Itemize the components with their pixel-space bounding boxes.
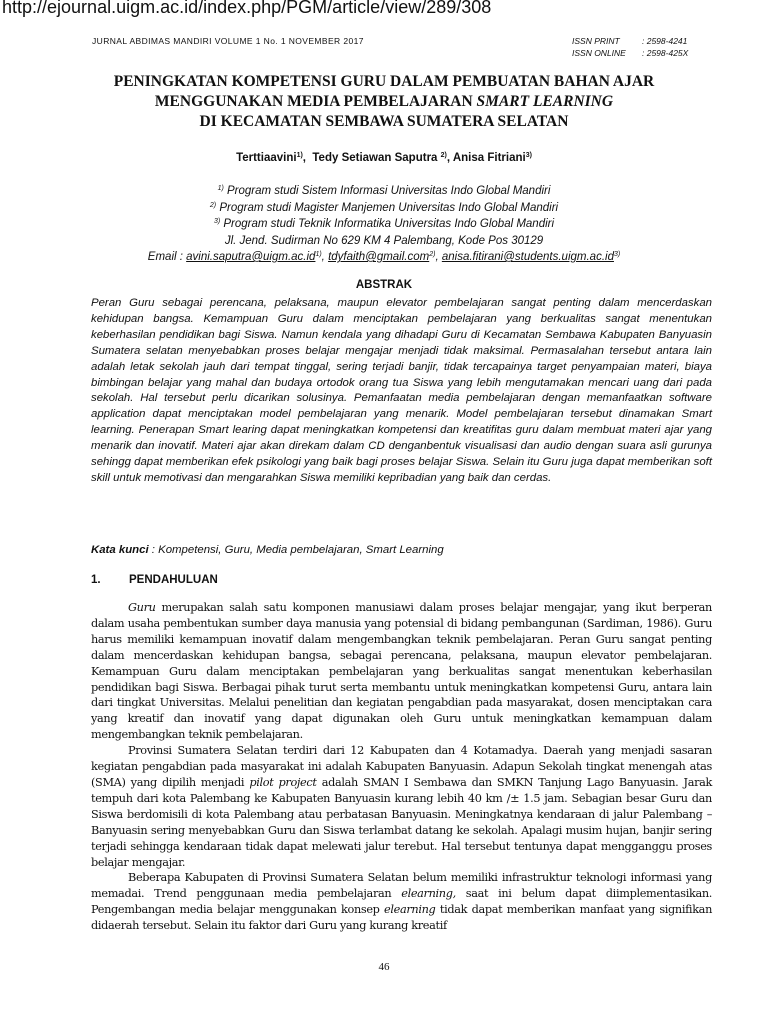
abstract-heading: ABSTRAK <box>355 279 413 291</box>
paragraph-1 <box>91 600 712 743</box>
affiliation-text: Program studi Teknik Informatika Universitas Indo Global Mandiri <box>220 218 555 230</box>
paragraph-3 <box>91 870 712 934</box>
keywords-text: : Kompetensi, Guru, Media pembelajaran, Smart Learning <box>148 544 444 556</box>
p1-italic: Guru <box>128 601 156 614</box>
issn-print-value: : 2598-4241 <box>642 36 688 46</box>
affiliation-line <box>60 183 708 200</box>
p3-text-c: tidak dapat memberikan manfaat yang signifikan didaerah tersebut. Selain itu faktor dari Guru yang kurang kreatif <box>91 903 712 933</box>
author-sup: 1) <box>296 152 303 159</box>
p1-text: merupakan salah satu komponen manusiawi dalam proses belajar mengajar, yang ikut berperan dalam usaha pembentukan sumber daya manusia yang potensial di bidang pembangunan (Sardiman, 1986). Guru harus memiliki kemampuan inovatif dalam mengembangkan teknik pembelajaran. Peran Guru sangat penting dalam mencerdaskan kehidupan bangsa, sebagai perencana, pelaksana, maupun elevator pembelajaran. Kemampuan Guru dalam menciptakan pembelajaran yang berkualitas sangat menentukan keberhasilan pendidikan bagi Siswa. Berbagai pihak turut serta membantu untuk meningkatkan kompetensi Guru, antara lain dari tingkat Universitas. Melalui penelitian dan kegiatan pengabdian pada masyarakat, dosen menciptakan cara yang kreatif dan inovatif yang dapat digunakan oleh Guru untuk meningkatkan kemampuan dalam mengembangkan teknik pembelajaran. <box>91 601 712 742</box>
address: Jl. Jend. Sudirman No 629 KM 4 Palembang, Kode Pos 30129 <box>224 234 544 247</box>
title-line-2 <box>60 92 708 112</box>
email-link-3[interactable]: anisa.fitirani@students.uigm.ac.id <box>441 251 614 263</box>
affiliation-line <box>60 200 708 217</box>
email-label: Email : <box>147 251 187 263</box>
author-name: Anisa Fitriani <box>452 152 526 164</box>
paper-title <box>60 72 708 132</box>
issn-print-label: ISSN PRINT <box>572 36 620 46</box>
affiliations <box>60 183 708 266</box>
paragraph-2 <box>91 743 712 870</box>
affiliation-line <box>60 216 708 233</box>
p2-text-a: Provinsi Sumatera Selatan terdiri dari 12 Kabupaten dan 4 Kotamadya. Daerah yang menjadi sasaran kegiatan pengabdian pada masyarakat ini adalah Kabupaten Banyuasin. Adapun Sekolah tingkat menengah atas (SMA) yang dipilih menjadi <box>91 744 712 789</box>
url-bar-text: http://ejournal.uigm.ac.id/index.php/PGM/article/view/289/308 <box>2 0 492 17</box>
author-sup: 3) <box>525 152 532 159</box>
email-link-1[interactable]: avini.saputra@uigm.ac.id <box>186 251 316 263</box>
section-number: 1. <box>91 574 101 586</box>
author-name: Tedy Setiawan Saputra <box>312 152 438 164</box>
body-text <box>91 600 712 934</box>
affiliation-text: Program studi Sistem Informasi Universitas Indo Global Mandiri <box>223 185 551 197</box>
journal-header: JURNAL ABDIMAS MANDIRI VOLUME 1 No. 1 NOVEMBER 2017 <box>92 36 364 46</box>
issn-online-value: : 2598-425X <box>642 48 689 58</box>
title-line-1: PENINGKATAN KOMPETENSI GURU DALAM PEMBUATAN BAHAN AJAR <box>113 73 655 90</box>
p3-text-b: saat ini belum dapat diimplementasikan. Pengembangan media belajar menggunakan konsep <box>91 887 713 917</box>
section-heading <box>91 574 218 586</box>
issn-block <box>572 35 688 59</box>
p3-text-a: Beberapa Kabupaten di Provinsi Sumatera Selatan belum memiliki infrastruktur teknologi informasi yang memadai. Trend penggunaan media pembelajaran <box>91 871 712 901</box>
affiliation-sup: 3) <box>213 218 221 225</box>
title-line-3: DI KECAMATAN SEMBAWA SUMATERA SELATAN <box>199 113 569 130</box>
author-list: Terttiaavini$^{1)}$, Tedy Setiawan Saputra $^{2)}$, Anisa Fitriani$^{3)}$ <box>236 152 532 164</box>
keywords-label: Kata kunci <box>91 544 149 556</box>
email-line: Email : $avini.saputra@uigm.ac.id^{1)}$, tdyfaith@gmail.com$^{2)}$, $anisa.fitirani@students.uigm.ac.id^{3)}$ <box>147 251 621 263</box>
p2-text-b: adalah SMAN I Sembawa dan SMKN Tanjung Lago Banyuasin. Jarak tempuh dari kota Palembang ke Kabupaten Banyuasin kurang lebih 40 km /± 1.5 jam. Sebagian besar Guru dan Siswa berdomisili di kota Palembang atau perbatasan Banyuasin. Meningkatnya kendaraan di jalur Palembang – Banyuasin sering menyebabkan Guru dan Siswa terlambat datang ke sekolah. Apalagi musim hujan, banjir sering terjadi sehingga kendaraan tidak dapat melewati jalur terebut. Hal tersebut tentunya dapat mengganggu proses belajar mengajar. <box>91 775 713 869</box>
p3-italic-2: elearning <box>384 903 436 917</box>
author-sup: 2) <box>440 152 447 159</box>
keywords <box>91 544 712 556</box>
email-sup: 3) <box>613 251 621 258</box>
email-sup: 2) <box>429 251 436 258</box>
email-link-2[interactable]: tdyfaith@gmail.com <box>328 251 430 263</box>
email-sup: 1) <box>315 251 322 258</box>
affiliation-sup: 2) <box>209 201 217 209</box>
affiliation-sup: 1) <box>217 185 224 192</box>
page-number: 46 <box>378 961 390 973</box>
issn-online-label: ISSN ONLINE <box>572 48 626 58</box>
author-name: Terttiaavini <box>236 152 297 164</box>
p2-italic: pilot project <box>249 775 317 789</box>
title-line-2-text: MENGGUNAKAN MEDIA PEMBELAJARAN <box>154 93 477 110</box>
title-line-2-italic: SMART LEARNING <box>476 93 614 110</box>
p3-italic-1: elearning, <box>401 887 456 901</box>
abstract-text: Peran Guru sebagai perencana, pelaksana, maupun elevator pembelajaran sangat penting dalam mencerdaskan kehidupan bangsa. Kemampuan Guru dalam menciptakan pembelajaran yang berkualitas sangat menentukan keberhasilan pendidikan bagi Siswa. Namun kendala yang dihadapi Guru di Kecamatan Sembawa Kabupaten Banyuasin Sumatera selatan menyebabkan proses belajar mengajar menjadi tidak maksimal. Permasalahan tersebut antara lain adalah letak sekolah jauh dari tempat tinggal, sering terjadi banjir, tidak tercapainya target penyampaian materi, biaya bimbingan belajar yang mahal dan budaya ortodok orang tua Siswa yang lebih mengutamakan mencari uang dari pada sekolah. Hal tersebut perlu dicarikan solusinya. Pemanfaatan media pembelajaran dengan memanfaatkan software application dapat menciptakan model pembelajaran yang menarik. Model pembelajaran tersebut dinamakan Smart learning. Penerapan Smart learing dapat meningkatkan kompetensi dan kreatifitas guru dalam membuat materi ajar yang menarik dan inovatif. Materi ajar akan direkam dalam CD denganbentuk visualisasi dan audio dengan suara asli gurunya sehingg dapat memberikan efek psikologi yang baik bagi proses belajar Siswa. Selain itu Guru juga dapat memberikan soft skill untuk memotivasi dan mengarahkan Siswa memiliki kepribadian yang baik dan cerdas. <box>91 297 712 484</box>
affiliation-text: Program studi Magister Manjemen Universitas Indo Global Mandiri <box>216 201 559 214</box>
section-title: PENDAHULUAN <box>129 574 218 586</box>
